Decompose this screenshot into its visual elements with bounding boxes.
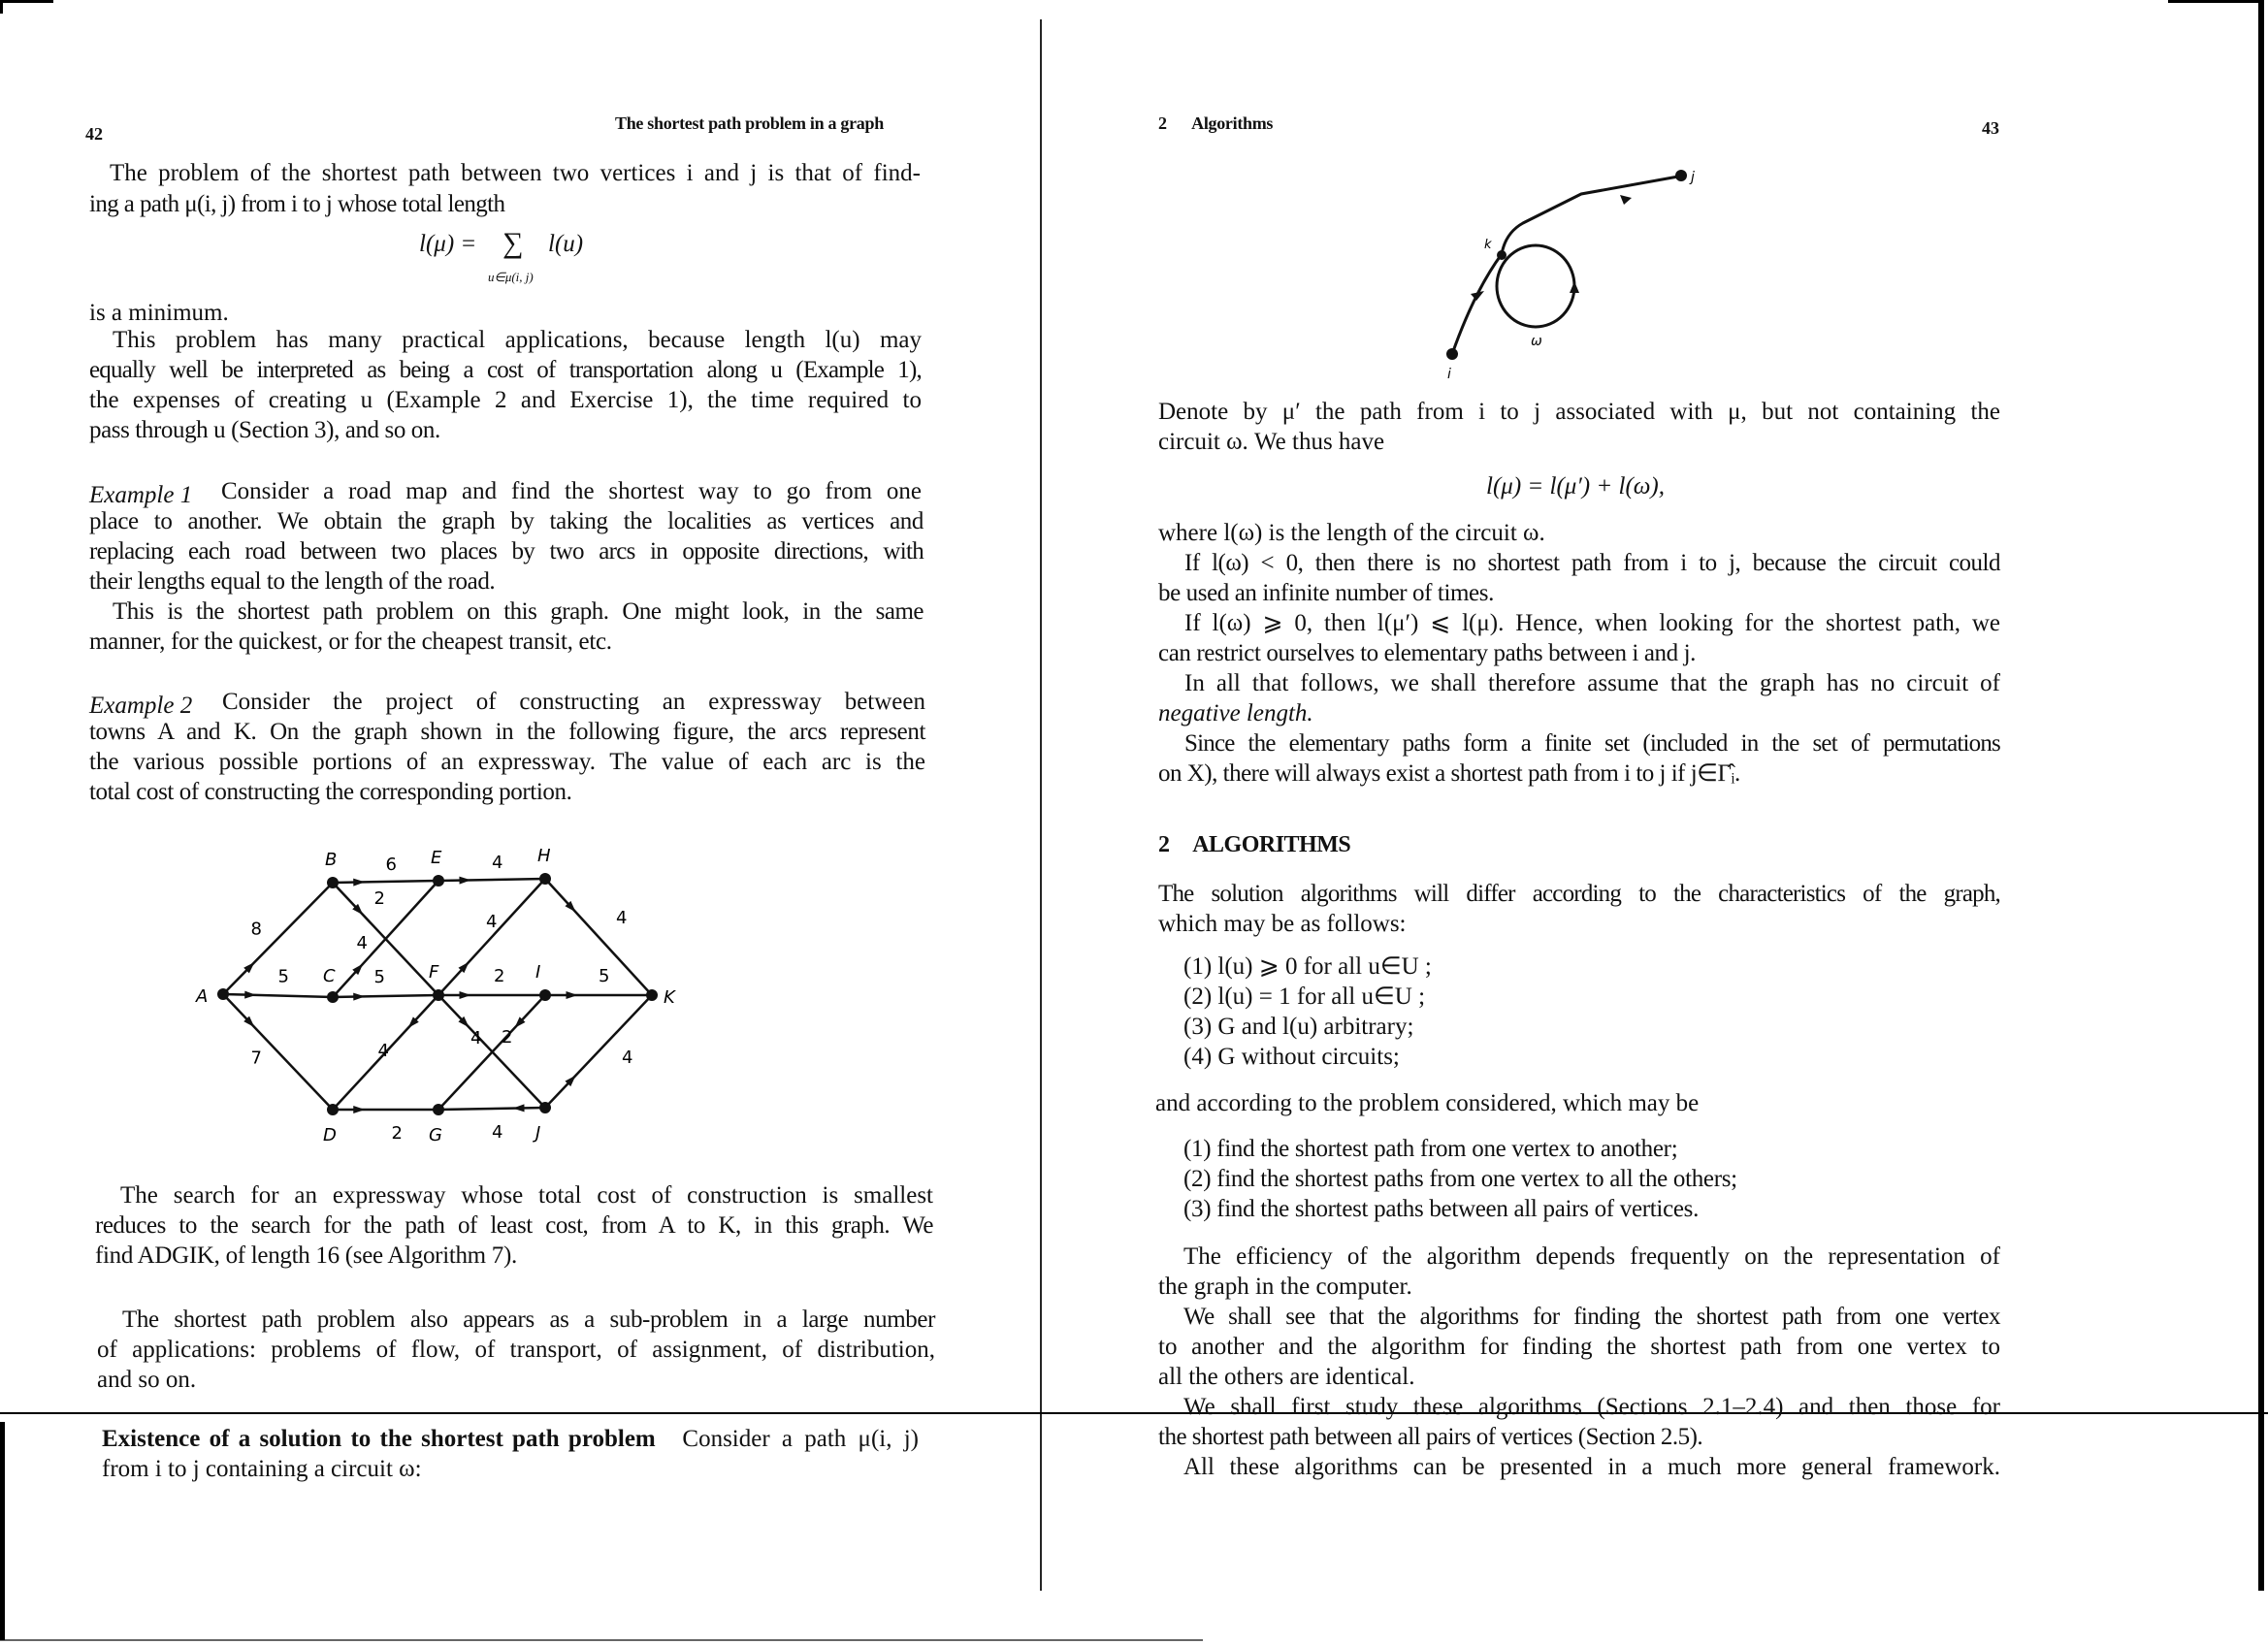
expressway-graph-figure <box>175 834 873 1154</box>
circuit-figure <box>1416 155 1707 388</box>
para-line-7: negative length. <box>1158 700 1313 726</box>
arc-weight-F-I: 2 <box>494 966 505 986</box>
arc-weight-J-G: 4 <box>492 1122 503 1143</box>
subproblem-line-3: and so on. <box>97 1367 197 1393</box>
equation-lhs: l(μ) = <box>419 231 477 257</box>
existence-line-2: from i to j containing a circuit ω: <box>102 1456 422 1482</box>
label-k: k <box>1484 238 1492 252</box>
example-1-line-5: This is the shortest path problem on this graph. One might look, in the same <box>113 598 923 625</box>
label-j: j <box>1691 170 1695 185</box>
equation-rhs: l(u) <box>548 231 584 257</box>
page-number-right: 43 <box>1982 118 1999 138</box>
vertex-I <box>539 989 551 1001</box>
para-line-4: If l(ω) ⩾ 0, then l(μ′) ⩽ l(μ). Hence, when looking for the shortest path, we <box>1184 610 2000 636</box>
arc-B-E <box>333 881 438 883</box>
path-k-to-j <box>1502 177 1678 254</box>
closing-line-7: the shortest path between all pairs of vertices (Section 2.5). <box>1158 1424 1703 1450</box>
example-1-line-4: their lengths equal to the length of the road. <box>89 568 496 595</box>
closing-line-4: to another and the algorithm for finding the shortest path from one vertex to <box>1158 1334 2000 1360</box>
arc-C-F <box>333 995 438 997</box>
label-i: i <box>1447 367 1451 382</box>
vertex-G <box>433 1104 444 1115</box>
para-line-1: where l(ω) is the length of the circuit ω. <box>1158 520 1545 546</box>
chapter-section-number: 2 <box>1158 113 1167 133</box>
vertex-E <box>433 875 444 887</box>
vertex-label-K: K <box>664 987 675 1008</box>
is-minimum-line: is a minimum. <box>89 300 229 326</box>
para-line-5: can restrict ourselves to elementary paths between i and j. <box>1158 640 1696 666</box>
closing-line-5: all the others are identical. <box>1158 1364 1415 1390</box>
scan-frame-left-edge-top <box>0 0 3 14</box>
vertex-i <box>1446 348 1458 360</box>
denote-line-1: Denote by μ′ the path from i to j associated with μ, but not containing the <box>1158 399 2000 425</box>
arc-weight-H-K: 4 <box>616 908 628 928</box>
example-2-line-3: the various possible portions of an expressway. The value of each arc is the <box>89 749 925 775</box>
arc-weight-F-D: 4 <box>377 1041 389 1061</box>
vertex-H <box>539 873 551 885</box>
arc-weight-D-G: 2 <box>391 1123 403 1144</box>
arc-weight-F-H: 4 <box>486 912 498 932</box>
para-line-8: Since the elementary paths form a finite set (included in the set of permutations <box>1184 730 2000 757</box>
vertex-label-A: A <box>196 986 209 1007</box>
closing-line-1: The efficiency of the algorithm depends frequently on the representation of <box>1183 1243 2000 1270</box>
scan-frame-top-left <box>0 0 53 3</box>
arrow-icon <box>512 1104 524 1112</box>
subproblem-line-1: The shortest path problem also appears as a sub-problem in a large number <box>122 1306 935 1333</box>
vertex-label-J: J <box>535 1123 541 1144</box>
scan-frame-left-edge-bottom <box>0 1422 5 1640</box>
arc-F-H <box>438 879 545 995</box>
arrow-on-i-k <box>1471 291 1484 301</box>
vertex-label-I: I <box>535 962 541 983</box>
para-line-2: If l(ω) < 0, then there is no shortest path from i to j, because the circuit could <box>1184 550 2000 576</box>
applications-line-2: equally well be interpreted as being a cost of transportation along u (Example 1), <box>89 357 922 383</box>
intro-line-1: The problem of the shortest path between two vertices i and j is that of find- <box>110 160 921 186</box>
denote-line-2: circuit ω. We thus have <box>1158 429 1385 455</box>
arc-weight-C-E: 4 <box>356 933 368 953</box>
example-2-line-1: Consider the project of constructing an expressway between <box>222 689 925 715</box>
section-heading <box>1158 832 1350 858</box>
characteristic-item: (1) l(u) ⩾ 0 for all u∈U ; <box>1183 953 1432 980</box>
arrow-on-circuit <box>1570 281 1579 293</box>
search-line-3: find ADGIK, of length 16 (see Algorithm 7). <box>95 1242 517 1269</box>
para-line-3: be used an infinite number of times. <box>1158 580 1494 606</box>
existence-line-1-rest: Consider a path μ(i, j) <box>682 1426 919 1452</box>
vertex-F <box>433 989 444 1001</box>
closing-line-2: the graph in the computer. <box>1158 1274 1412 1300</box>
arrow-icon <box>567 991 578 999</box>
problem-item: (1) find the shortest path from one vertex to another; <box>1183 1136 1678 1162</box>
vertex-label-F: F <box>429 962 439 983</box>
arc-weight-I-G: 2 <box>502 1027 513 1048</box>
vertex-label-E: E <box>431 848 442 868</box>
arc-J-G <box>438 1108 545 1110</box>
search-line-2: reduces to the search for the path of least cost, from A to K, in this graph. We <box>95 1212 933 1239</box>
path-i-to-k <box>1452 254 1502 354</box>
example-2-line-4: total cost of constructing the corresponding portion. <box>89 779 572 805</box>
arc-weight-F-J: 4 <box>470 1028 482 1048</box>
running-head-right <box>1158 113 1273 134</box>
example-1-line-6: manner, for the quickest, or for the cheapest transit, etc. <box>89 629 612 655</box>
subproblem-line-2: of applications: problems of flow, of transport, of assignment, of distribution, <box>97 1337 935 1363</box>
page-number-left: 42 <box>85 124 103 144</box>
vertex-label-C: C <box>323 966 336 986</box>
arc-weight-I-K: 5 <box>599 966 610 986</box>
arrow-icon <box>460 991 471 999</box>
problem-intro: and according to the problem considered, which may be <box>1155 1090 1700 1116</box>
example-1-label: Example 1 <box>89 482 193 508</box>
equation-circuit-length: l(μ) = l(μ′) + l(ω), <box>1486 473 1665 500</box>
closing-line-3: We shall see that the algorithms for finding the shortest path from one vertex <box>1183 1304 2000 1330</box>
para-line-6: In all that follows, we shall therefore assume that the graph has no circuit of <box>1184 670 2000 696</box>
circuit-omega <box>1497 245 1574 327</box>
vertex-k <box>1497 250 1507 260</box>
vertex-C <box>327 991 339 1003</box>
example-2-label: Example 2 <box>89 693 193 719</box>
problem-item: (2) find the shortest paths from one vertex to all the others; <box>1183 1166 1737 1192</box>
example-1-line-2: place to another. We obtain the graph by taking the localities as vertices and <box>89 508 923 534</box>
scan-frame-right-edge <box>2258 0 2264 1591</box>
vertex-label-B: B <box>325 850 338 870</box>
arc-weight-B-F: 2 <box>373 888 385 909</box>
arc-weight-E-H: 4 <box>492 853 503 873</box>
equation-subscript: u∈μ(i, j) <box>488 270 534 284</box>
arc-weight-C-F: 5 <box>373 967 385 987</box>
arrow-on-k-j <box>1620 195 1632 205</box>
closing-line-8: All these algorithms can be presented in a much more general framework. <box>1183 1454 2000 1480</box>
applications-line-4: pass through u (Section 3), and so on. <box>89 417 440 443</box>
section-heading-number: 2 <box>1158 832 1170 857</box>
example-1-line-1: Consider a road map and find the shortest way to go from one <box>221 478 922 504</box>
characteristic-item: (4) G without circuits; <box>1183 1044 1400 1070</box>
arc-weight-J-K: 4 <box>622 1048 633 1068</box>
vertex-j <box>1675 170 1687 181</box>
existence-line-1 <box>102 1424 919 1454</box>
vertex-D <box>327 1104 339 1115</box>
characteristic-item: (3) G and l(u) arbitrary; <box>1183 1014 1414 1040</box>
closing-line-6: We shall first study these algorithms (Sections 2.1–2.4) and then those for <box>1183 1394 2000 1420</box>
applications-line-1: This problem has many practical applications, because length l(u) may <box>113 327 922 353</box>
summation-symbol: ∑ <box>502 227 524 259</box>
para-line-9: on X), there will always exist a shortest path from i to j if j∈Γ̂ᵢ. <box>1158 760 1740 787</box>
search-line-1: The search for an expressway whose total cost of construction is smallest <box>120 1182 933 1209</box>
arc-A-D <box>223 994 333 1110</box>
arc-weight-A-C: 5 <box>277 966 289 987</box>
arrow-icon <box>353 992 365 1000</box>
vertex-label-H: H <box>537 846 551 866</box>
algorithms-intro-line-2: which may be as follows: <box>1158 911 1407 937</box>
vertex-K <box>646 989 658 1001</box>
label-omega: ω <box>1531 334 1542 349</box>
existence-heading: Existence of a solution to the shortest path problem <box>102 1426 656 1452</box>
problem-item: (3) find the shortest paths between all pairs of vertices. <box>1183 1196 1700 1222</box>
arc-A-C <box>223 994 333 997</box>
arc-weight-B-E: 6 <box>385 855 397 875</box>
scan-frame-top-right <box>2168 0 2260 3</box>
example-2-line-2: towns A and K. On the graph shown in the following figure, the arcs represent <box>89 719 925 745</box>
gutter-divider <box>1040 19 1042 1591</box>
chapter-running-title: Algorithms <box>1191 113 1274 133</box>
algorithms-intro-line-1: The solution algorithms will differ according to the characteristics of the graph, <box>1158 881 2000 907</box>
arrow-icon <box>459 876 470 884</box>
arc-E-H <box>438 879 545 881</box>
applications-line-3: the expenses of creating u (Example 2 and Exercise 1), the time required to <box>89 387 922 413</box>
vertex-A <box>217 988 229 1000</box>
vertex-label-D: D <box>323 1125 337 1145</box>
vertex-J <box>539 1102 551 1113</box>
arrow-icon <box>353 878 365 886</box>
vertex-B <box>327 877 339 888</box>
example-1-line-3: replacing each road between two places by two arcs in opposite directions, with <box>89 538 923 564</box>
intro-line-2: ing a path μ(i, j) from i to j whose total length <box>89 191 505 217</box>
vertex-label-G: G <box>429 1125 442 1145</box>
arc-weight-A-D: 7 <box>250 1048 262 1069</box>
running-head-left: The shortest path problem in a graph <box>615 113 884 133</box>
arrow-icon <box>244 991 256 999</box>
arc-weight-A-B: 8 <box>250 919 262 940</box>
arrow-icon <box>353 1106 365 1113</box>
arc-J-K <box>545 995 652 1108</box>
scan-frame-bottom <box>0 1639 1203 1641</box>
section-heading-title: ALGORITHMS <box>1192 832 1351 857</box>
characteristic-item: (2) l(u) = 1 for all u∈U ; <box>1183 984 1426 1010</box>
